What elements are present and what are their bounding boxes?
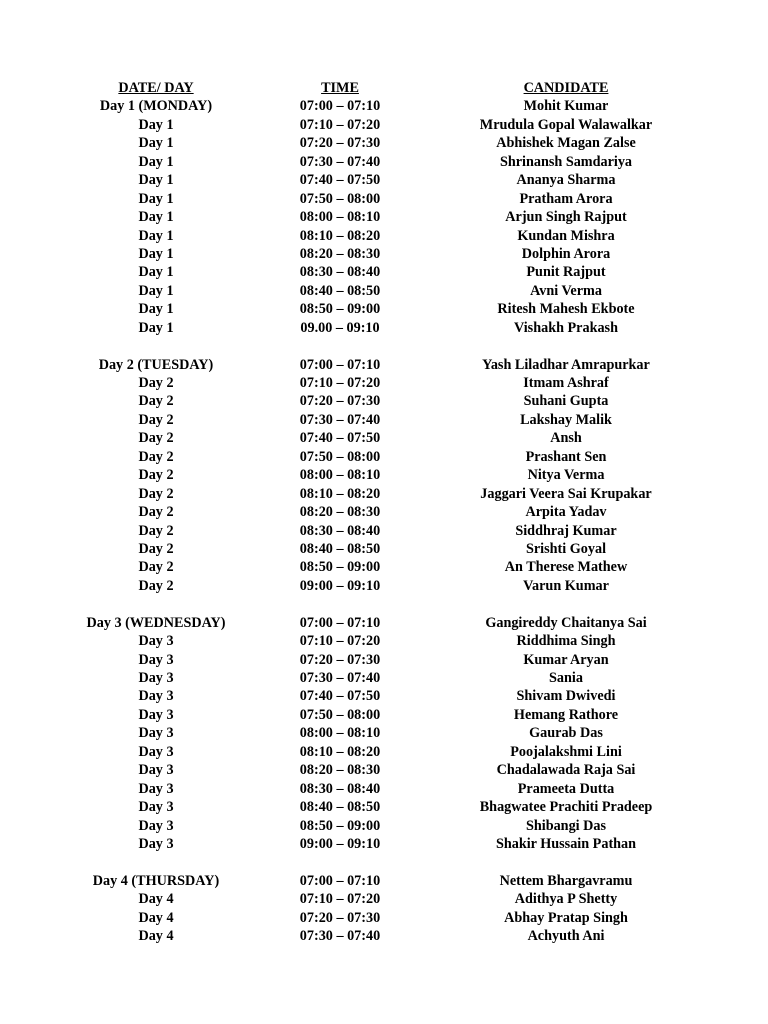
slot-candidate: An Therese Mathew bbox=[504, 559, 628, 576]
slot-time: 07:00 – 07:10 bbox=[299, 356, 381, 373]
slot-day: Day 3 bbox=[138, 799, 174, 816]
schedule-row bbox=[0, 116, 768, 134]
slot-time: 07:50 – 08:00 bbox=[299, 706, 381, 723]
slot-day: Day 2 bbox=[138, 577, 174, 594]
slot-day: Day 1 bbox=[138, 227, 174, 244]
slot-time: 08:50 – 09:00 bbox=[299, 559, 381, 576]
slot-day: Day 1 bbox=[138, 153, 174, 170]
slot-time: 08:20 – 08:30 bbox=[299, 504, 381, 521]
slot-time: 07:20 – 07:30 bbox=[299, 135, 381, 152]
header-time: TIME bbox=[321, 80, 359, 96]
slot-time: 07:00 – 07:10 bbox=[299, 614, 381, 631]
slot-candidate: Siddhraj Kumar bbox=[515, 522, 617, 539]
schedule-row bbox=[0, 687, 768, 705]
slot-day: Day 1 bbox=[138, 282, 174, 299]
slot-candidate: Srishti Goyal bbox=[525, 540, 607, 557]
slot-time: 08:40 – 08:50 bbox=[299, 540, 381, 557]
schedule-row bbox=[0, 743, 768, 761]
slot-time: 08:40 – 08:50 bbox=[299, 282, 381, 299]
slot-candidate: Prameeta Dutta bbox=[517, 780, 615, 797]
slot-time: 07:40 – 07:50 bbox=[299, 430, 381, 447]
schedule-row bbox=[0, 319, 768, 337]
slot-candidate: Vishakh Prakash bbox=[514, 319, 618, 336]
slot-time: 07:40 – 07:50 bbox=[299, 172, 381, 189]
slot-day: Day 3 bbox=[138, 651, 174, 668]
schedule-row bbox=[0, 282, 768, 300]
schedule-row bbox=[0, 97, 768, 115]
schedule-row bbox=[0, 577, 768, 595]
schedule-row bbox=[0, 300, 768, 318]
slot-day: Day 2 bbox=[138, 448, 174, 465]
schedule-row bbox=[0, 134, 768, 152]
schedule-row bbox=[0, 669, 768, 687]
slot-candidate: Achyuth Ani bbox=[527, 928, 605, 945]
slot-time: 08:10 – 08:20 bbox=[299, 743, 381, 760]
schedule-row bbox=[0, 392, 768, 410]
header-date-day: DATE/ DAY bbox=[118, 80, 194, 96]
slot-time: 08:20 – 08:30 bbox=[299, 245, 381, 262]
slot-day: Day 3 (WEDNESDAY) bbox=[86, 614, 226, 631]
slot-time: 07:30 – 07:40 bbox=[299, 670, 381, 686]
slot-candidate: Jaggari Veera Sai Krupakar bbox=[480, 485, 652, 502]
slot-time: 07:30 – 07:40 bbox=[299, 928, 381, 945]
slot-candidate: Yash Liladhar Amrapurkar bbox=[482, 356, 650, 373]
slot-day: Day 4 bbox=[138, 909, 174, 926]
header-row bbox=[0, 79, 768, 97]
schedule-row bbox=[0, 706, 768, 724]
slot-day: Day 2 bbox=[138, 393, 174, 410]
schedule-row bbox=[0, 171, 768, 189]
slot-time: 08:00 – 08:10 bbox=[299, 209, 381, 226]
slot-day: Day 1 bbox=[138, 172, 174, 189]
interview-schedule bbox=[0, 79, 768, 946]
slot-day: Day 1 bbox=[138, 209, 174, 226]
schedule-row bbox=[0, 761, 768, 779]
slot-candidate: Suhani Gupta bbox=[523, 393, 609, 410]
slot-candidate: Abhishek Magan Zalse bbox=[496, 135, 636, 152]
schedule-row bbox=[0, 540, 768, 558]
slot-time: 07:40 – 07:50 bbox=[299, 688, 381, 705]
slot-day: Day 4 bbox=[138, 928, 174, 945]
group-spacer bbox=[0, 595, 768, 613]
slot-day: Day 2 bbox=[138, 411, 174, 428]
schedule-row bbox=[0, 485, 768, 503]
slot-day: Day 2 bbox=[138, 522, 174, 539]
slot-time: 07:20 – 07:30 bbox=[299, 393, 381, 410]
schedule-row bbox=[0, 522, 768, 540]
schedule-row bbox=[0, 190, 768, 208]
slot-candidate: Arpita Yadav bbox=[525, 504, 607, 521]
slot-time: 07:10 – 07:20 bbox=[299, 375, 381, 391]
slot-day: Day 3 bbox=[138, 633, 174, 650]
slot-time: 07:30 – 07:40 bbox=[299, 411, 381, 428]
schedule-row bbox=[0, 835, 768, 853]
slot-candidate: Punit Rajput bbox=[526, 264, 606, 281]
slot-time: 08:00 – 08:10 bbox=[299, 725, 381, 742]
slot-day: Day 3 bbox=[138, 762, 174, 779]
schedule-row bbox=[0, 817, 768, 835]
slot-day: Day 3 bbox=[138, 725, 174, 742]
schedule-row bbox=[0, 558, 768, 576]
schedule-row bbox=[0, 927, 768, 945]
slot-candidate: Shibangi Das bbox=[525, 817, 607, 834]
schedule-row bbox=[0, 872, 768, 890]
slot-time: 08:10 – 08:20 bbox=[299, 485, 381, 502]
slot-candidate: Gaurab Das bbox=[529, 725, 603, 742]
slot-day: Day 3 bbox=[138, 743, 174, 760]
slot-day: Day 1 bbox=[138, 245, 174, 262]
schedule-row bbox=[0, 503, 768, 521]
slot-candidate: Gangireddy Chaitanya Sai bbox=[485, 614, 647, 631]
slot-day: Day 3 bbox=[138, 670, 174, 686]
schedule-row bbox=[0, 263, 768, 281]
schedule-row bbox=[0, 411, 768, 429]
header-candidate: CANDIDATE bbox=[523, 80, 609, 96]
slot-candidate: Shrinansh Samdariya bbox=[499, 153, 633, 170]
slot-candidate: Arjun Singh Rajput bbox=[505, 209, 627, 226]
schedule-row bbox=[0, 227, 768, 245]
slot-candidate: Adithya P Shetty bbox=[514, 891, 618, 908]
slot-candidate: Pratham Arora bbox=[519, 190, 613, 207]
slot-day: Day 3 bbox=[138, 780, 174, 797]
slot-day: Day 2 bbox=[138, 559, 174, 576]
slot-day: Day 3 bbox=[138, 817, 174, 834]
slot-day: Day 2 bbox=[138, 375, 174, 391]
slot-time: 07:10 – 07:20 bbox=[299, 891, 381, 908]
slot-time: 09.00 – 09:10 bbox=[300, 319, 380, 336]
slot-time: 08:20 – 08:30 bbox=[299, 762, 381, 779]
slot-candidate: Nettem Bhargavramu bbox=[499, 872, 633, 889]
slot-day: Day 1 bbox=[138, 116, 174, 133]
slot-candidate: Bhagwatee Prachiti Pradeep bbox=[479, 799, 653, 816]
slot-time: 07:00 – 07:10 bbox=[299, 872, 381, 889]
slot-candidate: Ritesh Mahesh Ekbote bbox=[497, 301, 635, 318]
slot-time: 08:30 – 08:40 bbox=[299, 780, 381, 797]
schedule-row bbox=[0, 429, 768, 447]
slot-day: Day 1 bbox=[138, 135, 174, 152]
schedule-row bbox=[0, 724, 768, 742]
slot-candidate: Avni Verma bbox=[530, 282, 602, 299]
slot-candidate: Ananya Sharma bbox=[516, 172, 616, 189]
slot-time: 08:00 – 08:10 bbox=[299, 467, 381, 484]
slot-candidate: Kumar Aryan bbox=[523, 651, 609, 668]
slot-time: 07:20 – 07:30 bbox=[299, 651, 381, 668]
slot-candidate: Kundan Mishra bbox=[517, 227, 615, 244]
slot-time: 08:30 – 08:40 bbox=[299, 264, 381, 281]
slot-day: Day 3 bbox=[138, 688, 174, 705]
slot-time: 09:00 – 09:10 bbox=[299, 577, 381, 594]
schedule-row bbox=[0, 374, 768, 392]
slot-candidate: Poojalakshmi Lini bbox=[510, 743, 622, 760]
slot-time: 07:20 – 07:30 bbox=[299, 909, 381, 926]
schedule-row bbox=[0, 614, 768, 632]
slot-candidate: Hemang Rathore bbox=[513, 706, 619, 723]
slot-candidate: Mrudula Gopal Walawalkar bbox=[479, 116, 653, 133]
slot-candidate: Chadalawada Raja Sai bbox=[496, 762, 636, 779]
schedule-row bbox=[0, 651, 768, 669]
slot-day: Day 1 bbox=[138, 319, 174, 336]
slot-time: 07:30 – 07:40 bbox=[299, 153, 381, 170]
schedule-row bbox=[0, 153, 768, 171]
slot-time: 08:10 – 08:20 bbox=[299, 227, 381, 244]
slot-day: Day 2 bbox=[138, 504, 174, 521]
slot-candidate: Abhay Pratap Singh bbox=[504, 909, 628, 926]
group-spacer bbox=[0, 853, 768, 871]
slot-candidate: Dolphin Arora bbox=[521, 245, 611, 262]
slot-time: 08:50 – 09:00 bbox=[299, 301, 381, 318]
slot-candidate: Sania bbox=[549, 670, 583, 686]
slot-day: Day 1 bbox=[138, 264, 174, 281]
schedule-row bbox=[0, 448, 768, 466]
slot-time: 07:10 – 07:20 bbox=[299, 116, 381, 133]
slot-time: 07:10 – 07:20 bbox=[299, 633, 381, 650]
slot-candidate: Nitya Verma bbox=[527, 467, 605, 484]
slot-day: Day 1 (MONDAY) bbox=[99, 98, 213, 115]
slot-candidate: Itmam Ashraf bbox=[523, 375, 609, 391]
schedule-row bbox=[0, 208, 768, 226]
schedule-body bbox=[0, 97, 768, 945]
slot-time: 07:50 – 08:00 bbox=[299, 190, 381, 207]
slot-day: Day 3 bbox=[138, 835, 174, 852]
slot-day: Day 2 bbox=[138, 467, 174, 484]
slot-candidate: Prashant Sen bbox=[525, 448, 607, 465]
slot-candidate: Mohit Kumar bbox=[523, 98, 609, 115]
slot-day: Day 2 bbox=[138, 485, 174, 502]
slot-candidate: Varun Kumar bbox=[523, 577, 609, 594]
schedule-row bbox=[0, 798, 768, 816]
slot-time: 08:50 – 09:00 bbox=[299, 817, 381, 834]
slot-candidate: Lakshay Malik bbox=[520, 411, 612, 428]
slot-day: Day 4 (THURSDAY) bbox=[92, 872, 220, 889]
schedule-row bbox=[0, 466, 768, 484]
slot-day: Day 1 bbox=[138, 301, 174, 318]
slot-day: Day 2 bbox=[138, 540, 174, 557]
schedule-row bbox=[0, 245, 768, 263]
slot-day: Day 3 bbox=[138, 706, 174, 723]
group-spacer bbox=[0, 337, 768, 355]
schedule-row bbox=[0, 632, 768, 650]
slot-time: 07:00 – 07:10 bbox=[299, 98, 381, 115]
slot-time: 09:00 – 09:10 bbox=[299, 835, 381, 852]
schedule-row bbox=[0, 909, 768, 927]
slot-day: Day 1 bbox=[138, 190, 174, 207]
schedule-row bbox=[0, 890, 768, 908]
schedule-row bbox=[0, 780, 768, 798]
slot-time: 07:50 – 08:00 bbox=[299, 448, 381, 465]
slot-candidate: Shivam Dwivedi bbox=[516, 688, 616, 705]
slot-candidate: Riddhima Singh bbox=[516, 633, 616, 650]
slot-candidate: Shakir Hussain Pathan bbox=[495, 835, 637, 852]
slot-day: Day 2 bbox=[138, 430, 174, 447]
schedule-row bbox=[0, 356, 768, 374]
slot-time: 08:40 – 08:50 bbox=[299, 799, 381, 816]
slot-day: Day 2 (TUESDAY) bbox=[98, 356, 214, 373]
slot-time: 08:30 – 08:40 bbox=[299, 522, 381, 539]
slot-candidate: Ansh bbox=[550, 430, 582, 447]
slot-day: Day 4 bbox=[138, 891, 174, 908]
